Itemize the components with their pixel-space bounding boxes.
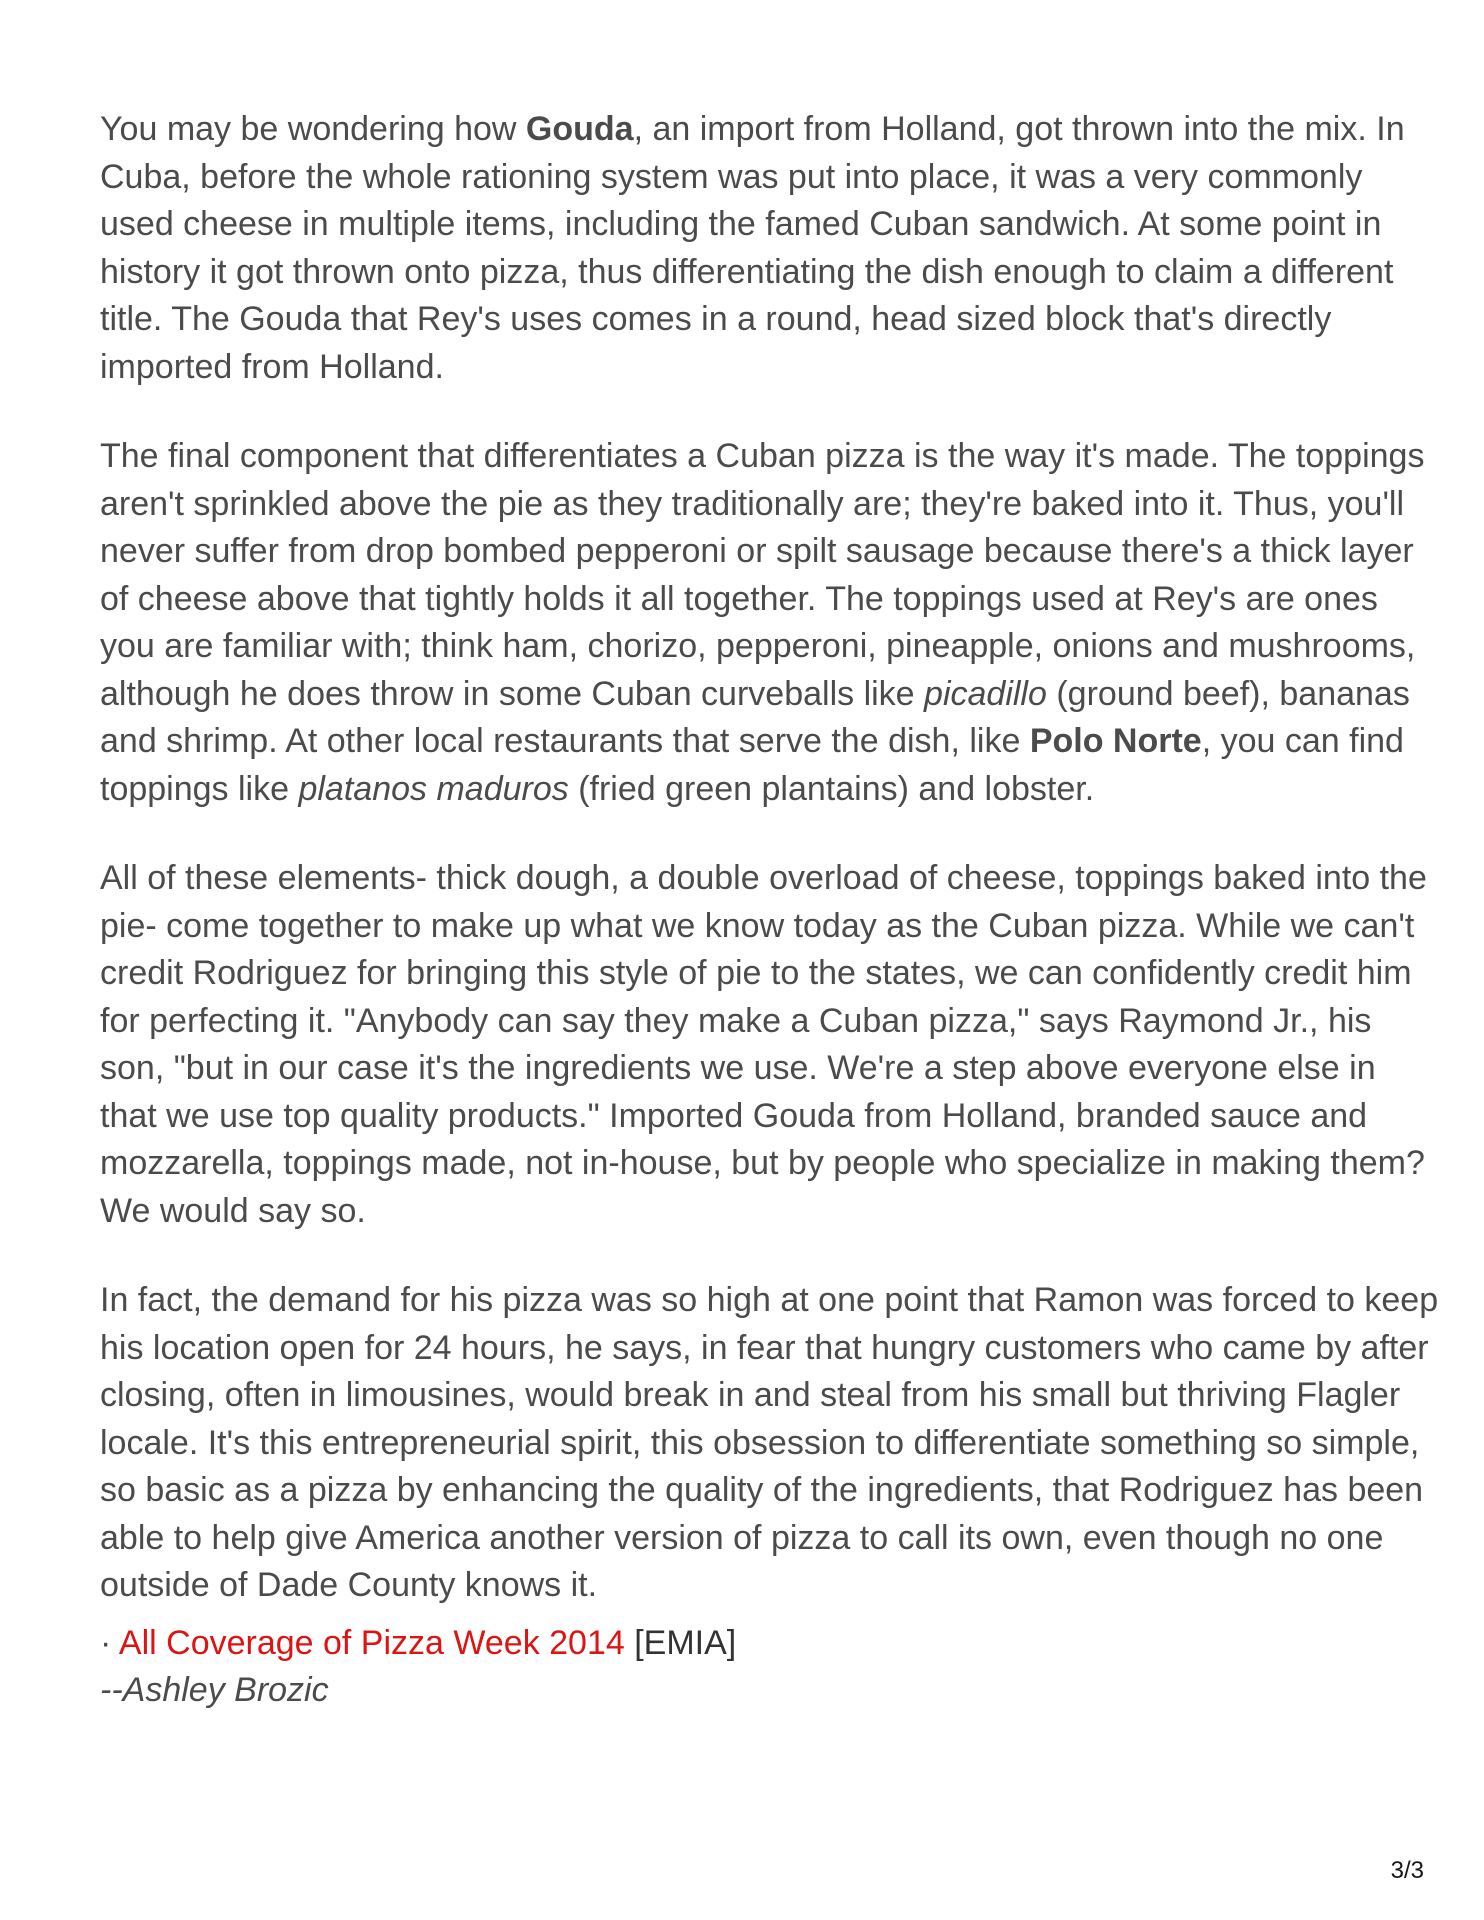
paragraph-4 xyxy=(100,1277,1440,1610)
byline: --Ashley Brozic xyxy=(100,1671,329,1709)
article xyxy=(100,106,1440,1715)
text-segment: In fact, the demand for his pizza was so high at one point that Ramon was forced to keep his location open for 24 hours, he says, in fear that hungry customers who came by after closing, often in limousines, would break in and steal from his small but thriving Flagler locale. It's this entrepreneurial spirit, this obsession to differentiate something so simple, so basic as a pizza by enhancing the quality of the ingredients, that Rodriguez has been able to help give America another version of pizza to call its own, even though no one outside of Dade County knows it. xyxy=(100,1281,1439,1604)
text-segment: The final component that differentiates a Cuban pizza is the way it's made. The toppings aren't sprinkled above the pie as they traditionally are; they're baked into it. Thus, you'll never suffer from drop bombed pepperoni or spilt sausage because there's a thick layer of cheese above that tightly holds it all together. The toppings used at Rey's are ones you are familiar with; think ham, chorizo, pepperoni, pineapple, onions and mushrooms, although he does throw in some Cuban curveballs like xyxy=(100,437,1425,713)
italic-text: picadillo xyxy=(924,674,1047,713)
bullet: · xyxy=(100,1623,119,1662)
coverage-tag: [EMIA] xyxy=(624,1623,737,1662)
paragraph-1 xyxy=(100,106,1440,391)
bold-text: Polo Norte xyxy=(1029,722,1202,760)
text-segment: (fried green plantains) and lobster. xyxy=(568,769,1095,808)
text-segment: , an import from Holland, got thrown into the mix. In Cuba, before the whole rationing system was put into place, it was a very commonly used cheese in multiple items, including the famed Cuban sandwich. At some point in history it got thrown onto pizza, thus differentiating the dish enough to claim a different title. The Gouda that Rey's uses comes in a round, head sized block that's directly imported from Holland. xyxy=(100,110,1405,386)
paragraph-3 xyxy=(100,855,1440,1235)
page-number: 3/3 xyxy=(1390,1857,1424,1884)
italic-text: platanos maduros xyxy=(298,769,569,808)
text-segment: You may be wondering how xyxy=(100,110,526,148)
bold-text: Gouda xyxy=(525,110,634,148)
coverage-line xyxy=(100,1620,1440,1668)
article-body xyxy=(100,106,1440,1610)
coverage-link[interactable]: All Coverage of Pizza Week 2014 xyxy=(118,1623,625,1662)
text-segment: , you can find toppings like xyxy=(100,722,1404,808)
text-segment: All of these elements- thick dough, a double overload of cheese, toppings baked into the pie- come together to make up what we know today as the Cuban pizza. While we can't credit Rodriguez for bringing this style of pie to the states, we can confidently credit him for perfecting it. "Anybody can say they make a Cuban pizza," says Raymond Jr., his son, "but in our case it's the ingredients we use. We're a step above everyone else in that we use top quality products." Imported Gouda from Holland, branded sauce and mozzarella, toppings made, not in-house, but by people who specialize in making them? We would say so. xyxy=(100,859,1427,1230)
text-segment: (ground beef), bananas and shrimp. At other local restaurants that serve the dish, like xyxy=(100,674,1410,760)
paragraph-2 xyxy=(100,433,1440,813)
